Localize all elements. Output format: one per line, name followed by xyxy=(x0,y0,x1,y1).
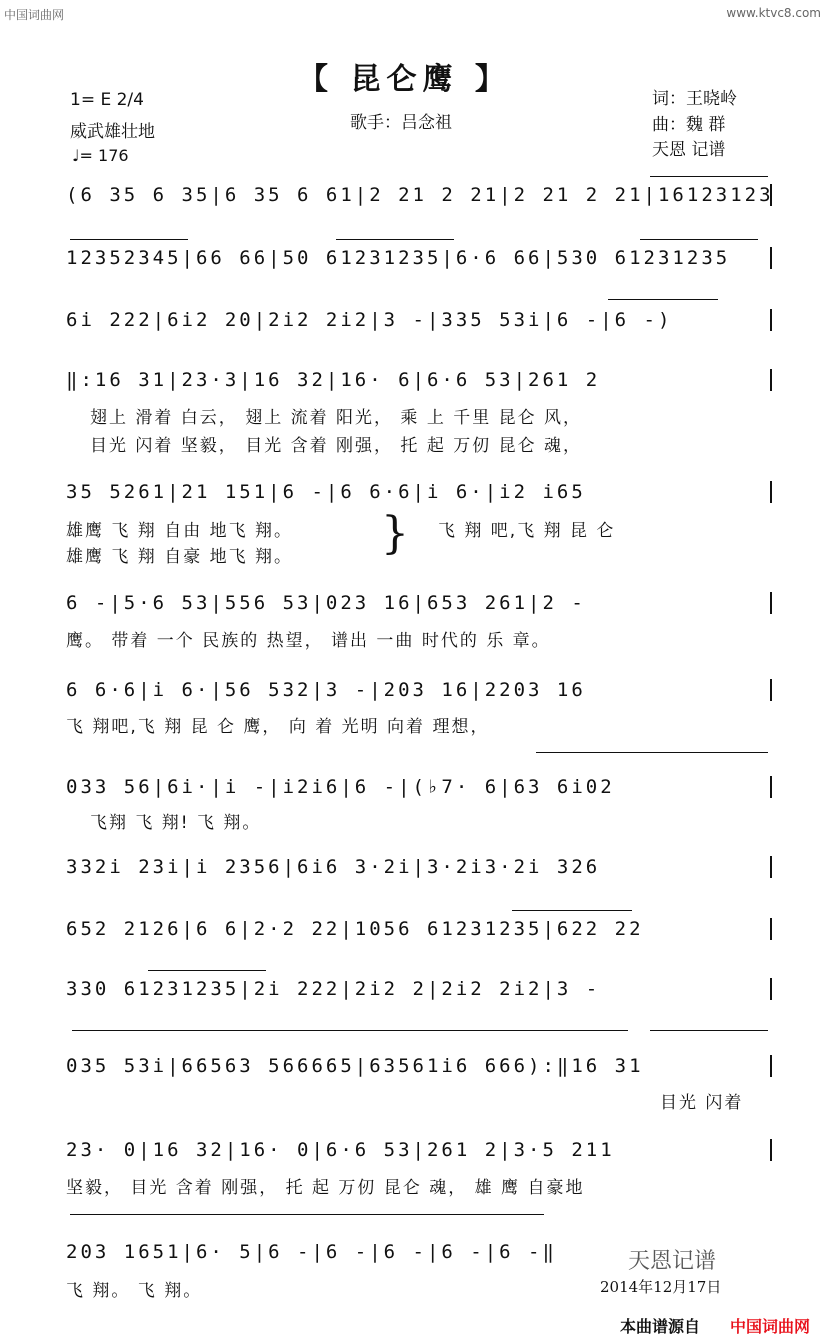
notation-row-9 xyxy=(66,856,772,880)
notation-row-1 xyxy=(66,184,772,208)
notation-row-13 xyxy=(66,1139,772,1163)
notation-text: 332i 23i|i 2356|6i6 3·2i|3·2i3·2i 326 xyxy=(66,856,601,878)
barline xyxy=(770,776,772,798)
tie-line xyxy=(608,299,718,300)
notation-text: (6 35 6 35|6 35 6 61|2 21 2 21|2 21 2 21|16123123 xyxy=(66,184,774,206)
barline xyxy=(770,978,772,1000)
barline xyxy=(770,1139,772,1161)
lyric-line: 目光 闪着 xyxy=(660,1093,744,1113)
tie-line xyxy=(70,1214,544,1215)
footer-source-label: 本曲谱源自 xyxy=(620,1317,701,1336)
transcriber-credit: 天恩 记谱 xyxy=(652,140,726,160)
volta-bracket xyxy=(536,752,768,753)
barline xyxy=(770,481,772,503)
volta-bracket xyxy=(650,1030,768,1031)
notation-text: 652 2126|6 6|2·2 22|1056 61231235|622 22 xyxy=(66,918,644,940)
lyric-line: 坚毅， 目光 含着 刚强， 托 起 万仞 昆仑 魂， 雄 鹰 自豪地 xyxy=(66,1178,585,1198)
notation-text: 033 56|6i·|i -|i2i6|6 -|(♭7· 6|63 6i02 xyxy=(66,776,615,798)
lyricist-credit: 词：王晓岭 xyxy=(652,89,737,109)
notation-row-4 xyxy=(66,369,772,393)
key-signature: 1= E 2/4 xyxy=(70,90,144,110)
watermark-left: 中国词曲网 xyxy=(4,8,65,22)
barline xyxy=(770,679,772,701)
lyric-line: 鹰。 带着 一个 民族的 热望， 谱出 一曲 时代的 乐 章。 xyxy=(66,631,551,651)
notation-text: 203 1651|6· 5|6 -|6 -|6 -|6 -|6 -‖ xyxy=(66,1241,557,1263)
singer-credit: 歌手：吕念祖 xyxy=(350,113,452,133)
notation-row-2 xyxy=(66,247,772,271)
brace-bracket: } xyxy=(381,508,409,559)
notation-row-6 xyxy=(66,592,772,616)
barline xyxy=(770,856,772,878)
lyric-line: 雄鹰 飞 翔 自由 地飞 翔。 xyxy=(66,521,294,541)
notation-row-5 xyxy=(66,481,772,505)
tuplet-bracket xyxy=(512,910,632,911)
signature-name: 天恩记谱 xyxy=(628,1249,717,1274)
barline xyxy=(770,309,772,331)
composer-credit: 曲：魏 群 xyxy=(652,115,726,135)
lyric-line: 飞 翔。 飞 翔。 xyxy=(66,1281,203,1301)
watermark-right: www.ktvc8.com xyxy=(726,6,821,20)
notation-text: ‖:16 31|23·3|16 32|16· 6|6·6 53|261 2 xyxy=(66,369,601,391)
tuplet-bracket xyxy=(650,176,768,177)
notation-text: 6 6·6|i 6·|56 532|3 -|203 16|2203 16 xyxy=(66,679,586,701)
lyric-line: 目光 闪着 坚毅， 目光 含着 刚强， 托 起 万仞 昆仑 魂， xyxy=(90,436,583,456)
signature-date: 2014年12月17日 xyxy=(600,1278,722,1296)
tuplet-bracket xyxy=(640,239,758,240)
barline xyxy=(770,247,772,269)
mood-marking: 威武雄壮地 xyxy=(70,122,155,142)
notation-text: 035 53i|66563 566665|63561i6 666):‖16 31 xyxy=(66,1055,644,1077)
tuplet-bracket xyxy=(336,239,454,240)
notation-row-8 xyxy=(66,776,772,800)
barline xyxy=(770,369,772,391)
lyric-line-refrain: 飞 翔 吧,飞 翔 昆 仑 xyxy=(438,521,616,541)
lyric-line: 飞 翔吧,飞 翔 昆 仑 鹰， 向 着 光明 向着 理想， xyxy=(66,717,490,737)
barline xyxy=(770,184,772,206)
notation-text: 6i 222|6i2 20|2i2 2i2|3 -|335 53i|6 -|6 -) xyxy=(66,309,673,331)
notation-row-14 xyxy=(66,1241,556,1265)
song-title: 【 昆仑鹰 】 xyxy=(298,62,511,97)
footer-source-link[interactable]: 中国词曲网 xyxy=(730,1317,811,1336)
tuplet-bracket xyxy=(70,239,188,240)
barline xyxy=(770,592,772,614)
notation-text: 12352345|66 66|50 61231235|6·6 66|530 61231235 xyxy=(66,247,731,269)
barline xyxy=(770,918,772,940)
lyric-line: 飞翔 飞 翔! 飞 翔。 xyxy=(90,813,262,833)
lyric-line: 雄鹰 飞 翔 自豪 地飞 翔。 xyxy=(66,547,294,567)
tuplet-bracket xyxy=(148,970,266,971)
barline xyxy=(770,1055,772,1077)
tempo-marking: ♩= 176 xyxy=(72,146,129,165)
notation-row-10 xyxy=(66,918,772,942)
notation-text: 330 61231235|2i 222|2i2 2|2i2 2i2|3 - xyxy=(66,978,601,1000)
notation-row-3 xyxy=(66,309,772,333)
volta-bracket xyxy=(72,1030,628,1031)
notation-text: 35 5261|21 151|6 -|6 6·6|i 6·|i2 i65 xyxy=(66,481,586,503)
notation-text: 23· 0|16 32|16· 0|6·6 53|261 2|3·5 211 xyxy=(66,1139,615,1161)
notation-text: 6 -|5·6 53|556 53|023 16|653 261|2 - xyxy=(66,592,586,614)
notation-row-7 xyxy=(66,679,772,703)
notation-row-12 xyxy=(66,1055,772,1079)
notation-row-11 xyxy=(66,978,772,1002)
lyric-line: 翅上 滑着 白云， 翅上 流着 阳光， 乘 上 千里 昆仑 风， xyxy=(90,408,583,428)
